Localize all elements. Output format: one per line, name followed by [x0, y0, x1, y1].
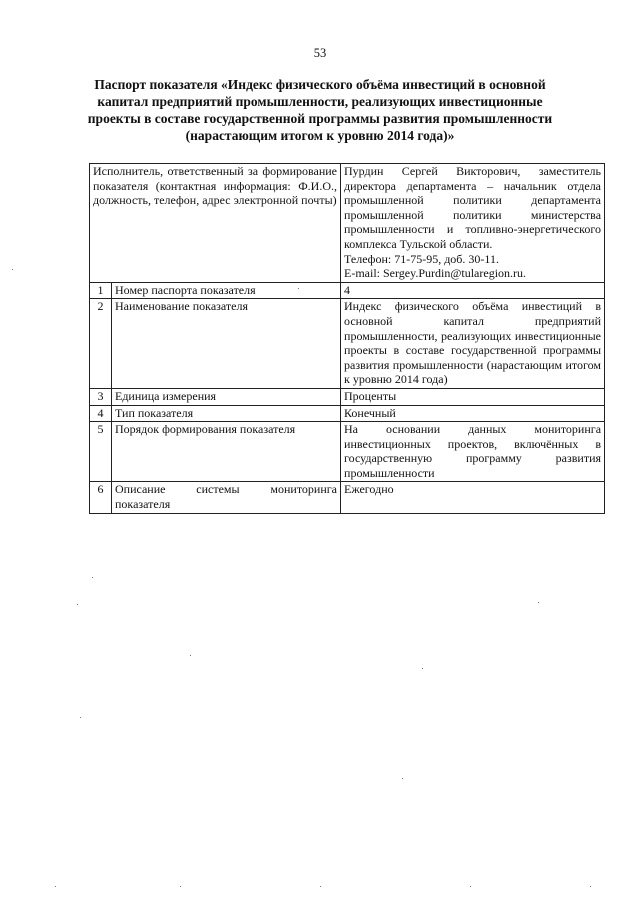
scan-speck	[80, 717, 81, 718]
executor-value-cell	[341, 164, 605, 283]
row-value: Проценты	[341, 388, 605, 405]
executor-email: E-mail: Sergey.Purdin@tularegion.ru.	[344, 266, 527, 281]
row-value: Индекс физического объёма инвестиций в основной капитал предприятий промышленности, реализующих инвестиционные проекты в составе государственной программы развития промышленности (нарастающим итогом к уровню 2014 года)	[341, 299, 605, 389]
table-row	[90, 388, 605, 405]
scan-speck	[298, 288, 299, 289]
executor-phone: Телефон: 71-75-95, доб. 30-11.	[344, 251, 499, 266]
scan-speck	[422, 668, 423, 669]
table-row-executor	[90, 164, 605, 283]
row-value: 4	[341, 282, 605, 299]
row-label: Единица измерения	[112, 388, 341, 405]
row-label: Порядок формирования показателя	[112, 422, 341, 482]
row-number: 5	[90, 422, 112, 482]
row-label: Тип показателя	[112, 405, 341, 422]
row-number: 6	[90, 482, 112, 513]
scan-speck	[470, 886, 471, 887]
row-number: 2	[90, 299, 112, 389]
scan-speck	[180, 886, 181, 887]
row-value: На основании данных мониторинга инвестиционных проектов, включённых в государственную программу развития промышленности	[341, 422, 605, 482]
scan-speck	[590, 886, 591, 887]
scan-speck	[190, 655, 191, 656]
table-row	[90, 482, 605, 513]
executor-label-cell	[90, 164, 341, 283]
row-number: 4	[90, 405, 112, 422]
scan-speck	[55, 886, 56, 887]
row-value: Ежегодно	[341, 482, 605, 513]
scan-speck	[92, 577, 93, 578]
table-row	[90, 405, 605, 422]
scan-speck	[12, 269, 13, 270]
executor-contact: Пурдин Сергей Викторович, заместитель директора департамента – начальник отдела промышленной политики департамента промышленной политики министерства промышленности и топливно-энергетического комплекса Тульской области.	[344, 164, 602, 251]
document-title: Паспорт показателя «Индекс физического объёма инвестиций в основной капитал предприятий промышленности, реализующих инвестиционные проекты в составе государственной программы развития промышленности (нарастающим итогом к уровню 2014 года)»	[87, 77, 553, 143]
table-row	[90, 422, 605, 482]
row-label: Наименование показателя	[112, 299, 341, 389]
table-row	[90, 299, 605, 389]
row-number: 3	[90, 388, 112, 405]
scan-speck	[320, 886, 321, 887]
scan-speck	[402, 778, 403, 779]
page-number: 53	[313, 46, 327, 60]
row-label: Номер паспорта показателя	[112, 282, 341, 299]
indicator-passport-table	[89, 163, 605, 514]
row-label: Описание системы мониторинга показателя	[112, 482, 341, 513]
executor-label: Исполнитель, ответственный за формирование показателя (контактная информация: Ф.И.О., должность, телефон, адрес электронной почты)	[93, 164, 338, 208]
row-value: Конечный	[341, 405, 605, 422]
scan-speck	[538, 602, 539, 603]
table-row	[90, 282, 605, 299]
scan-speck	[77, 604, 78, 605]
row-number: 1	[90, 282, 112, 299]
